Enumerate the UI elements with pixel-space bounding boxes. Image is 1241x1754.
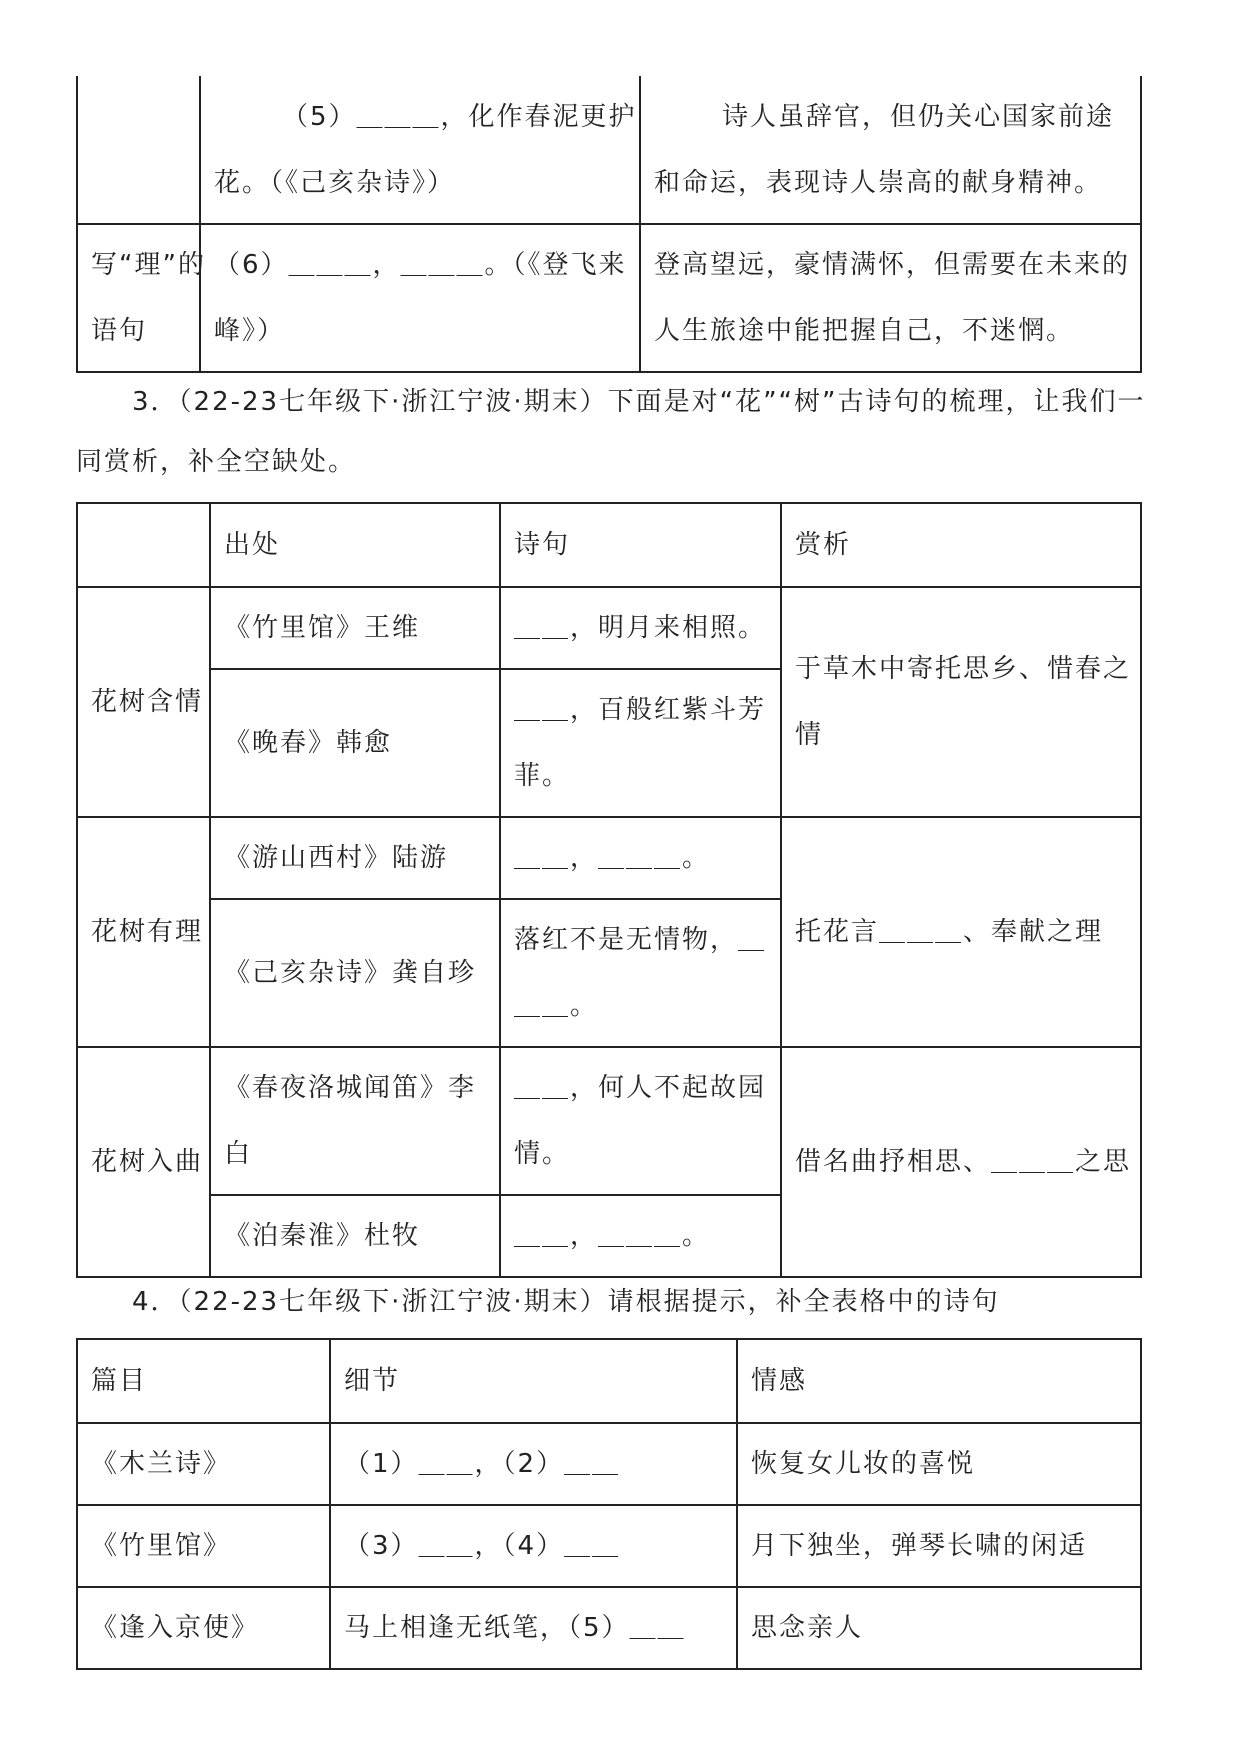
flower-tree-table: [76, 502, 1142, 1278]
header-row: [77, 1339, 1141, 1423]
group-label: 花树含情: [77, 587, 210, 817]
analysis-cell: 于草木中寄托思乡、惜春之情: [781, 587, 1141, 817]
source-cell: 《己亥杂诗》龚自珍: [210, 899, 500, 1047]
source-cell: 《春夜洛城闻笛》李白: [210, 1047, 500, 1195]
detail-cell: （3）＿＿，（4）＿＿: [330, 1505, 737, 1587]
emotion-cell: 恢复女儿妆的喜悦: [737, 1423, 1141, 1505]
header-cell: 出处: [210, 503, 500, 587]
header-cell: 诗句: [500, 503, 781, 587]
question-3-text-cont: 同赏析，补全空缺处。: [76, 447, 357, 477]
verse-cell: 落红不是无情物，＿＿＿。: [500, 899, 781, 1047]
poem-table-continued: [76, 76, 1142, 373]
row-label: [77, 76, 200, 224]
table-row: [77, 1047, 1141, 1195]
title-cell: 《逢入京使》: [77, 1587, 330, 1669]
table-row: [77, 1505, 1141, 1587]
table-row: [77, 224, 1141, 372]
source-cell: 《泊秦淮》杜牧: [210, 1195, 500, 1277]
verse-cell: （6）＿＿＿，＿＿＿。（《登飞来峰》）: [200, 224, 640, 372]
title-cell: 《木兰诗》: [77, 1423, 330, 1505]
table-row: [77, 1423, 1141, 1505]
analysis-cell: 登高望远，豪情满怀，但需要在未来的人生旅途中能把握自己，不迷惘。: [640, 224, 1141, 372]
header-cell: [77, 503, 210, 587]
header-cell: 细节: [330, 1339, 737, 1423]
title-cell: 《竹里馆》: [77, 1505, 330, 1587]
source-cell: 《竹里馆》王维: [210, 587, 500, 669]
verse-cell: ＿＿，明月来相照。: [500, 587, 781, 669]
group-label: 花树有理: [77, 817, 210, 1047]
verse-cell: ＿＿，百般红紫斗芳菲。: [500, 669, 781, 817]
verse-cell: ＿＿，＿＿＿。: [500, 817, 781, 899]
analysis-cell: 诗人虽辞官，但仍关心国家前途和命运，表现诗人崇高的献身精神。: [640, 76, 1141, 224]
verse-cell: （5）＿＿＿，化作春泥更护花。（《己亥杂诗》）: [200, 76, 640, 224]
source-cell: 《游山西村》陆游: [210, 817, 500, 899]
table-row: [77, 587, 1141, 669]
row-label: 写“理”的语句: [77, 224, 200, 372]
table-row: [77, 76, 1141, 224]
verse-cell: ＿＿，何人不起故园情。: [500, 1047, 781, 1195]
emotion-cell: 思念亲人: [737, 1587, 1141, 1669]
header-cell: 情感: [737, 1339, 1141, 1423]
table-row: [77, 817, 1141, 899]
table-row: [77, 1587, 1141, 1669]
header-cell: 赏析: [781, 503, 1141, 587]
header-row: [77, 503, 1141, 587]
analysis-cell: 托花言＿＿＿、奉献之理: [781, 817, 1141, 1047]
question-4-text: 4．（22-23七年级下·浙江宁波·期末）请根据提示，补全表格中的诗句: [132, 1287, 1000, 1317]
group-label: 花树入曲: [77, 1047, 210, 1277]
emotion-cell: 月下独坐，弹琴长啸的闲适: [737, 1505, 1141, 1587]
analysis-cell: 借名曲抒相思、＿＿＿之思: [781, 1047, 1141, 1277]
detail-cell: 马上相逢无纸笔，（5）＿＿: [330, 1587, 737, 1669]
detail-cell: （1）＿＿，（2）＿＿: [330, 1423, 737, 1505]
verse-cell: ＿＿，＿＿＿。: [500, 1195, 781, 1277]
poem-detail-table: [76, 1338, 1142, 1670]
header-cell: 篇目: [77, 1339, 330, 1423]
question-3-text: 3．（22-23七年级下·浙江宁波·期末）下面是对“花”“树”古诗句的梳理，让我们一: [132, 387, 1146, 417]
source-cell: 《晚春》韩愈: [210, 669, 500, 817]
